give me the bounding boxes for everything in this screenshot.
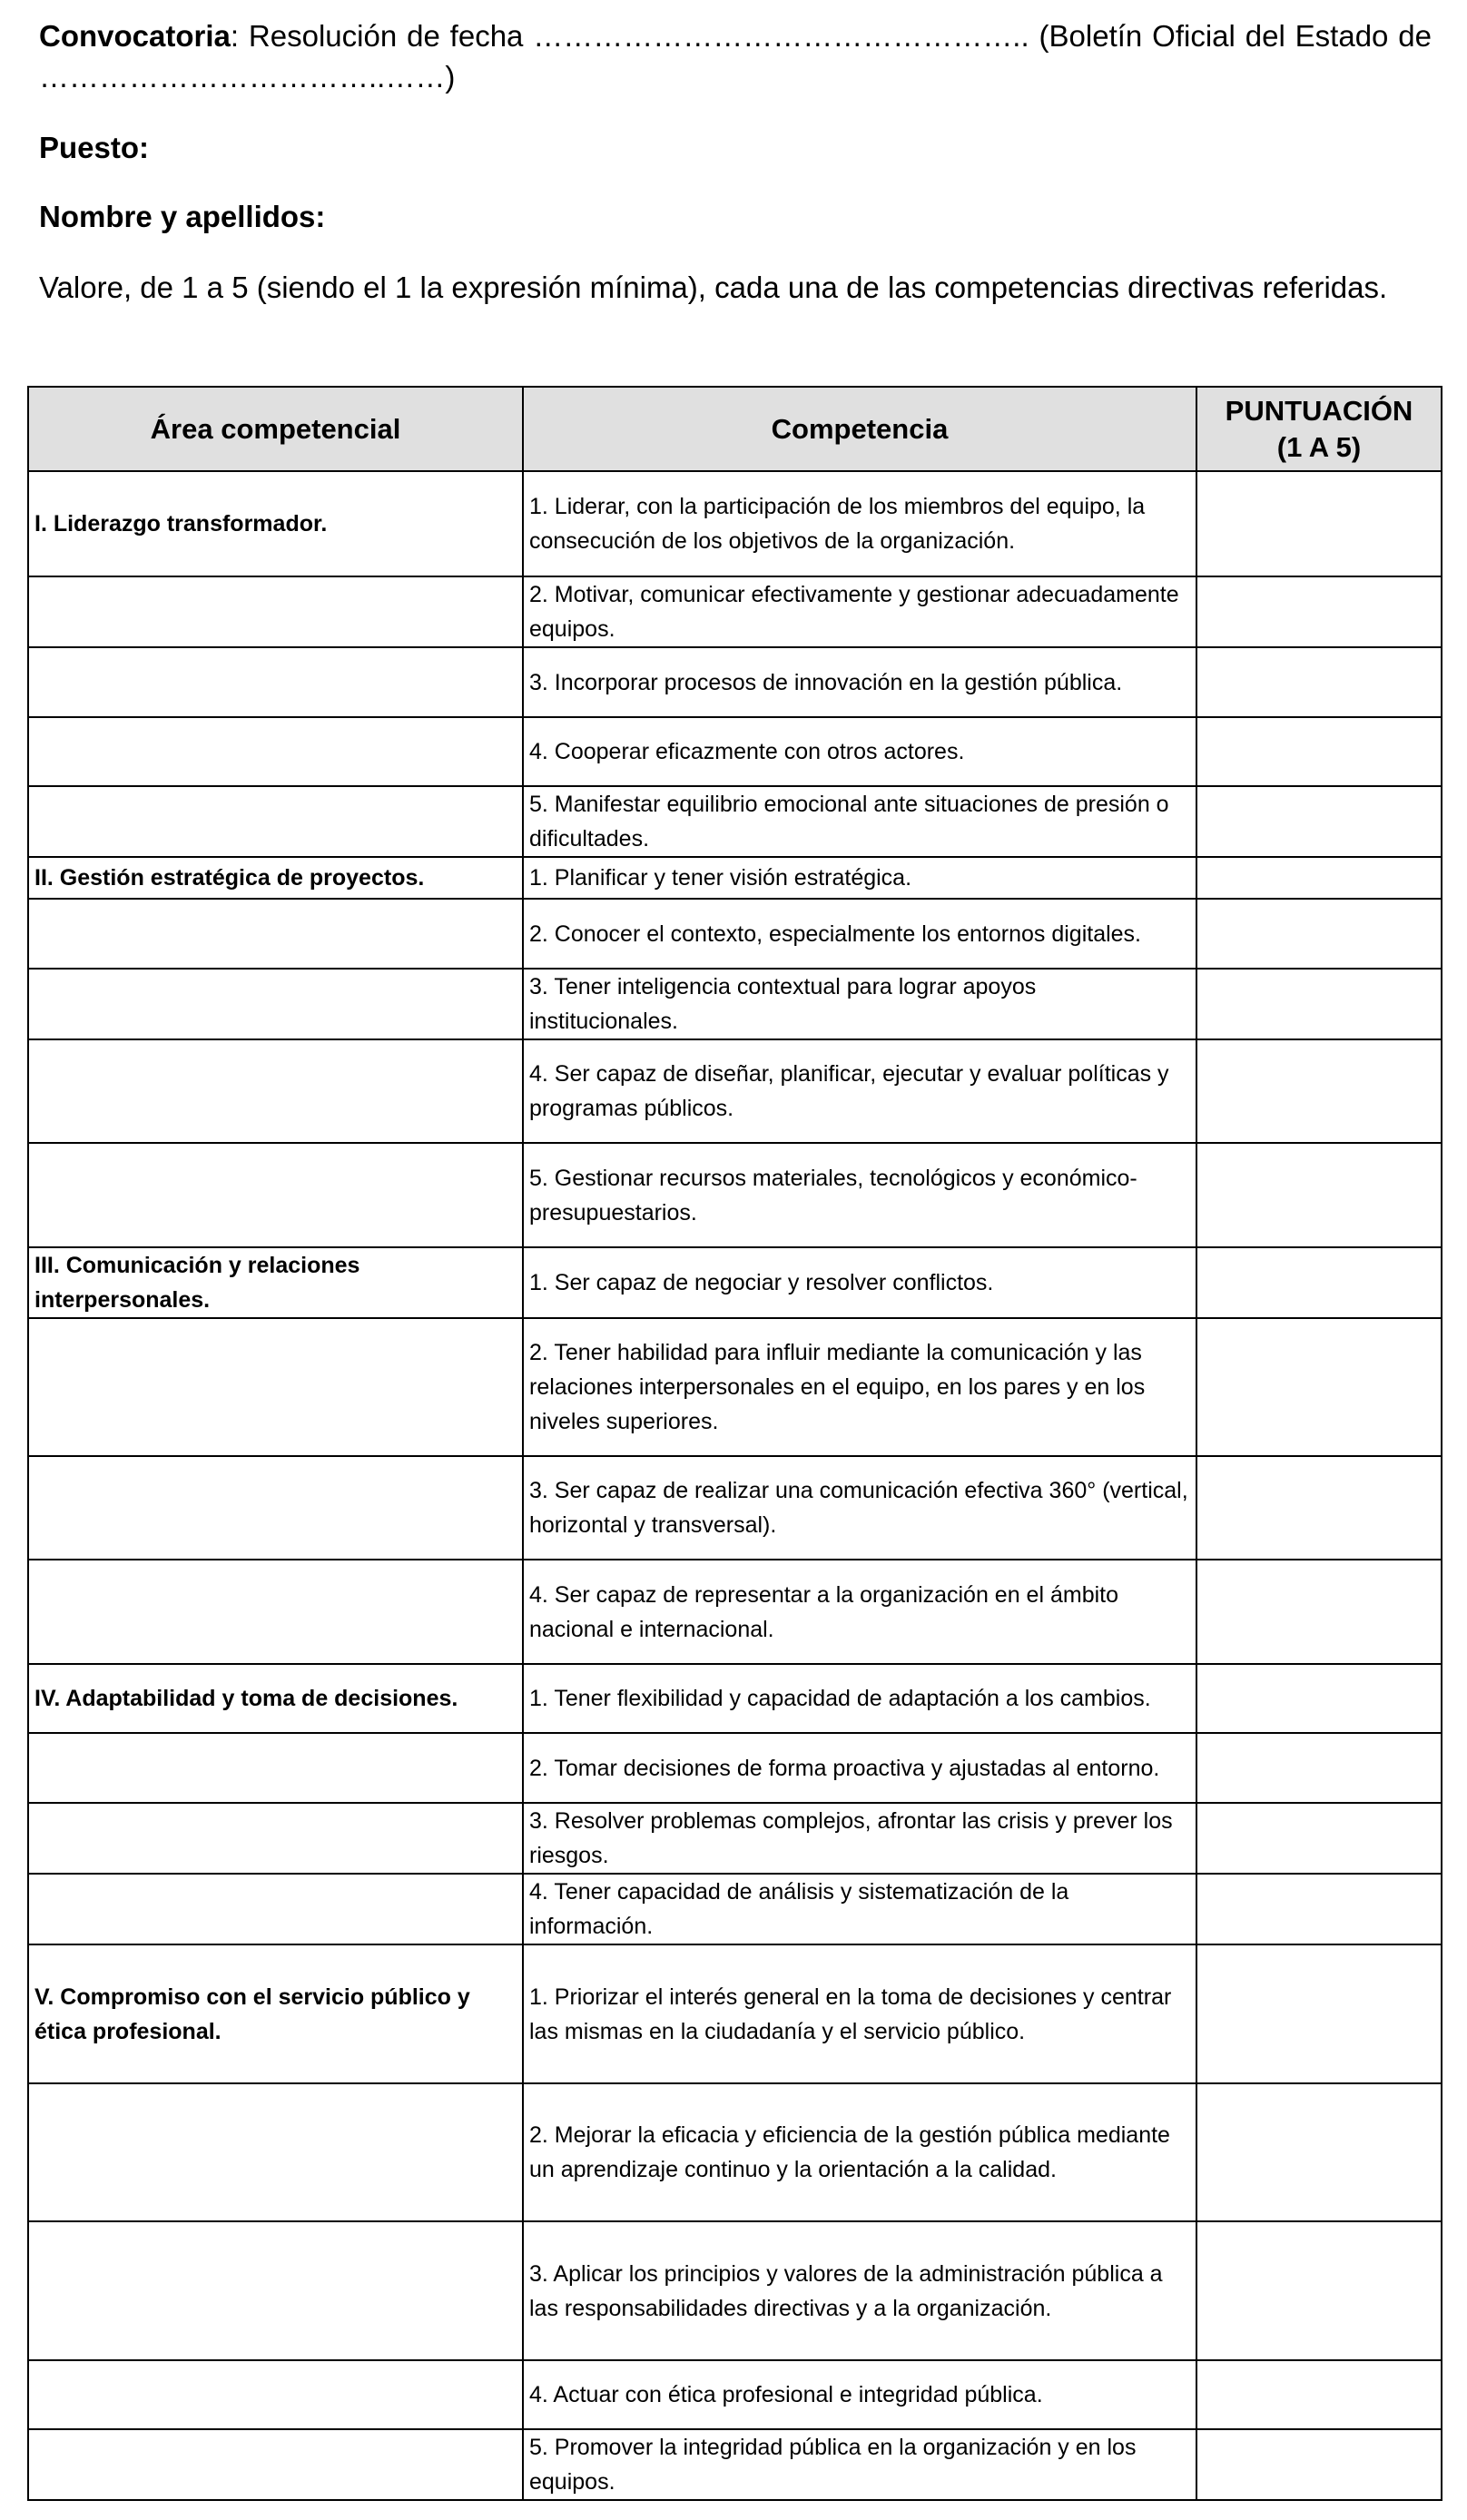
competencia-cell: 3. Aplicar los principios y valores de la administración pública a las responsabilidades directivas y a la organización.	[523, 2221, 1196, 2360]
puntuacion-input[interactable]	[1203, 997, 1439, 1012]
convocatoria-label: Convocatoria	[39, 19, 231, 53]
table-row	[28, 2083, 1442, 2221]
competencia-cell: 4. Ser capaz de representar a la organización en el ámbito nacional e internacional.	[523, 1560, 1196, 1664]
area-cell	[28, 717, 523, 786]
puntuacion-cell[interactable]	[1196, 1560, 1442, 1664]
competencia-cell: 4. Cooperar eficazmente con otros actores.	[523, 717, 1196, 786]
header-puntuacion-title: PUNTUACIÓN	[1225, 394, 1413, 427]
puntuacion-input[interactable]	[1203, 517, 1439, 532]
table-row	[28, 1456, 1442, 1560]
table-row	[28, 471, 1442, 576]
puntuacion-input[interactable]	[1203, 1380, 1439, 1395]
area-cell	[28, 1318, 523, 1456]
table-row	[28, 2360, 1442, 2429]
competencia-cell: 1. Priorizar el interés general en la toma de decisiones y centrar las mismas en la ciudadanía y el servicio público.	[523, 1944, 1196, 2083]
puntuacion-cell[interactable]	[1196, 471, 1442, 576]
table-row	[28, 2221, 1442, 2360]
competencia-cell: 4. Actuar con ética profesional e integridad pública.	[523, 2360, 1196, 2429]
table-row	[28, 576, 1442, 647]
area-cell	[28, 1039, 523, 1143]
competencia-cell: 2. Tomar decisiones de forma proactiva y ajustadas al entorno.	[523, 1733, 1196, 1803]
table-row	[28, 1247, 1442, 1318]
competencia-cell: 5. Gestionar recursos materiales, tecnológicos y económico-presupuestarios.	[523, 1143, 1196, 1247]
puntuacion-cell[interactable]	[1196, 1318, 1442, 1456]
puntuacion-cell[interactable]	[1196, 717, 1442, 786]
puntuacion-input[interactable]	[1203, 1902, 1439, 1917]
puntuacion-cell[interactable]	[1196, 857, 1442, 899]
puntuacion-cell[interactable]	[1196, 1247, 1442, 1318]
competencia-cell: 2. Tener habilidad para influir mediante la comunicación y las relaciones interpersonales en el equipo, en los pares y en los niveles superiores.	[523, 1318, 1196, 1456]
area-cell	[28, 1733, 523, 1803]
puntuacion-cell[interactable]	[1196, 2221, 1442, 2360]
puntuacion-cell[interactable]	[1196, 2083, 1442, 2221]
competencia-cell: 5. Manifestar equilibrio emocional ante situaciones de presión o dificultades.	[523, 786, 1196, 857]
puntuacion-cell[interactable]	[1196, 1803, 1442, 1874]
puntuacion-cell[interactable]	[1196, 1664, 1442, 1733]
table-row	[28, 1733, 1442, 1803]
table-row	[28, 969, 1442, 1039]
area-cell	[28, 1456, 523, 1560]
area-cell	[28, 2360, 523, 2429]
puntuacion-cell[interactable]	[1196, 786, 1442, 857]
header-puntuacion	[1196, 387, 1442, 471]
puntuacion-input[interactable]	[1203, 605, 1439, 620]
table-row	[28, 1803, 1442, 1874]
puesto-label: Puesto:	[39, 131, 150, 164]
puntuacion-input[interactable]	[1203, 1084, 1439, 1099]
puntuacion-cell[interactable]	[1196, 1456, 1442, 1560]
area-cell: III. Comunicación y relaciones interpersonales.	[28, 1247, 523, 1318]
puntuacion-cell[interactable]	[1196, 2360, 1442, 2429]
table-row	[28, 1664, 1442, 1733]
puntuacion-input[interactable]	[1203, 1501, 1439, 1516]
puntuacion-cell[interactable]	[1196, 647, 1442, 717]
area-cell	[28, 1803, 523, 1874]
puntuacion-input[interactable]	[1203, 1275, 1439, 1291]
table-body	[28, 471, 1442, 2500]
competencia-cell: 3. Resolver problemas complejos, afrontar las crisis y prever los riesgos.	[523, 1803, 1196, 1874]
puntuacion-cell[interactable]	[1196, 1944, 1442, 2083]
puntuacion-input[interactable]	[1203, 674, 1439, 690]
table-row	[28, 1143, 1442, 1247]
table-header-row	[28, 387, 1442, 471]
header-puntuacion-range: (1 A 5)	[1276, 430, 1362, 463]
area-cell	[28, 969, 523, 1039]
puntuacion-cell[interactable]	[1196, 899, 1442, 969]
area-cell	[28, 2083, 523, 2221]
puntuacion-input[interactable]	[1203, 2283, 1439, 2299]
table-row	[28, 1560, 1442, 1664]
area-cell	[28, 1874, 523, 1944]
area-cell	[28, 899, 523, 969]
table-row	[28, 1039, 1442, 1143]
area-cell	[28, 1560, 523, 1664]
puntuacion-cell[interactable]	[1196, 969, 1442, 1039]
table-row	[28, 899, 1442, 969]
competencia-cell: 4. Ser capaz de diseñar, planificar, ejecutar y evaluar políticas y programas públicos.	[523, 1039, 1196, 1143]
puntuacion-input[interactable]	[1203, 1831, 1439, 1846]
competencia-cell: 2. Mejorar la eficacia y eficiencia de la gestión pública mediante un aprendizaje continuo y la orientación a la calidad.	[523, 2083, 1196, 2221]
competencia-cell: 3. Incorporar procesos de innovación en la gestión pública.	[523, 647, 1196, 717]
puntuacion-input[interactable]	[1203, 1691, 1439, 1707]
competencia-cell: 1. Planificar y tener visión estratégica.	[523, 857, 1196, 899]
area-cell: II. Gestión estratégica de proyectos.	[28, 857, 523, 899]
table-row	[28, 1944, 1442, 2083]
puntuacion-input[interactable]	[1203, 2387, 1439, 2403]
area-cell	[28, 1143, 523, 1247]
puntuacion-input[interactable]	[1203, 2006, 1439, 2022]
competencia-cell: 4. Tener capacidad de análisis y sistematización de la información.	[523, 1874, 1196, 1944]
convocatoria-line	[39, 15, 1432, 97]
table-row	[28, 2429, 1442, 2500]
puntuacion-cell[interactable]	[1196, 576, 1442, 647]
area-cell	[28, 647, 523, 717]
convocatoria-text: : Resolución de fecha ………………………………………….. (Boletín Oficial del Estado de ……………………………..……)	[39, 19, 1432, 94]
table-row	[28, 647, 1442, 717]
competencia-cell: 1. Tener flexibilidad y capacidad de adaptación a los cambios.	[523, 1664, 1196, 1733]
area-cell: I. Liderazgo transformador.	[28, 471, 523, 576]
table-row	[28, 1874, 1442, 1944]
competencia-cell: 5. Promover la integridad pública en la organización y en los equipos.	[523, 2429, 1196, 2500]
puntuacion-cell[interactable]	[1196, 1874, 1442, 1944]
puntuacion-input[interactable]	[1203, 1604, 1439, 1619]
puntuacion-input[interactable]	[1203, 871, 1439, 886]
puntuacion-input[interactable]	[1203, 744, 1439, 760]
competencia-cell: 3. Ser capaz de realizar una comunicación efectiva 360° (vertical, horizontal y transversal).	[523, 1456, 1196, 1560]
puntuacion-input[interactable]	[1203, 926, 1439, 941]
area-cell: IV. Adaptabilidad y toma de decisiones.	[28, 1664, 523, 1733]
puntuacion-input[interactable]	[1203, 2145, 1439, 2161]
puntuacion-input[interactable]	[1203, 814, 1439, 830]
competencias-table	[27, 386, 1442, 2501]
area-cell	[28, 786, 523, 857]
header-competencia: Competencia	[523, 387, 1196, 471]
nombre-apellidos-label: Nombre y apellidos:	[39, 200, 326, 233]
puntuacion-cell[interactable]	[1196, 2429, 1442, 2500]
competencia-cell: 2. Conocer el contexto, especialmente los entornos digitales.	[523, 899, 1196, 969]
area-cell	[28, 576, 523, 647]
table-row	[28, 717, 1442, 786]
competencia-cell: 2. Motivar, comunicar efectivamente y gestionar adecuadamente equipos.	[523, 576, 1196, 647]
puntuacion-input[interactable]	[1203, 2457, 1439, 2473]
competencia-cell: 3. Tener inteligencia contextual para lograr apoyos institucionales.	[523, 969, 1196, 1039]
competencia-cell: 1. Liderar, con la participación de los miembros del equipo, la consecución de los objetivos de la organización.	[523, 471, 1196, 576]
competencia-cell: 1. Ser capaz de negociar y resolver conflictos.	[523, 1247, 1196, 1318]
puntuacion-input[interactable]	[1203, 1760, 1439, 1776]
area-cell: V. Compromiso con el servicio público y ética profesional.	[28, 1944, 523, 2083]
area-cell	[28, 2221, 523, 2360]
puntuacion-cell[interactable]	[1196, 1143, 1442, 1247]
area-cell	[28, 2429, 523, 2500]
puntuacion-cell[interactable]	[1196, 1039, 1442, 1143]
puntuacion-input[interactable]	[1203, 1187, 1439, 1203]
header-area-competencial: Área competencial	[28, 387, 523, 471]
table-row	[28, 786, 1442, 857]
puntuacion-cell[interactable]	[1196, 1733, 1442, 1803]
instructions-text: Valore, de 1 a 5 (siendo el 1 la expresión mínima), cada una de las competencias directivas referidas.	[39, 271, 1388, 304]
table-row	[28, 1318, 1442, 1456]
table-row	[28, 857, 1442, 899]
